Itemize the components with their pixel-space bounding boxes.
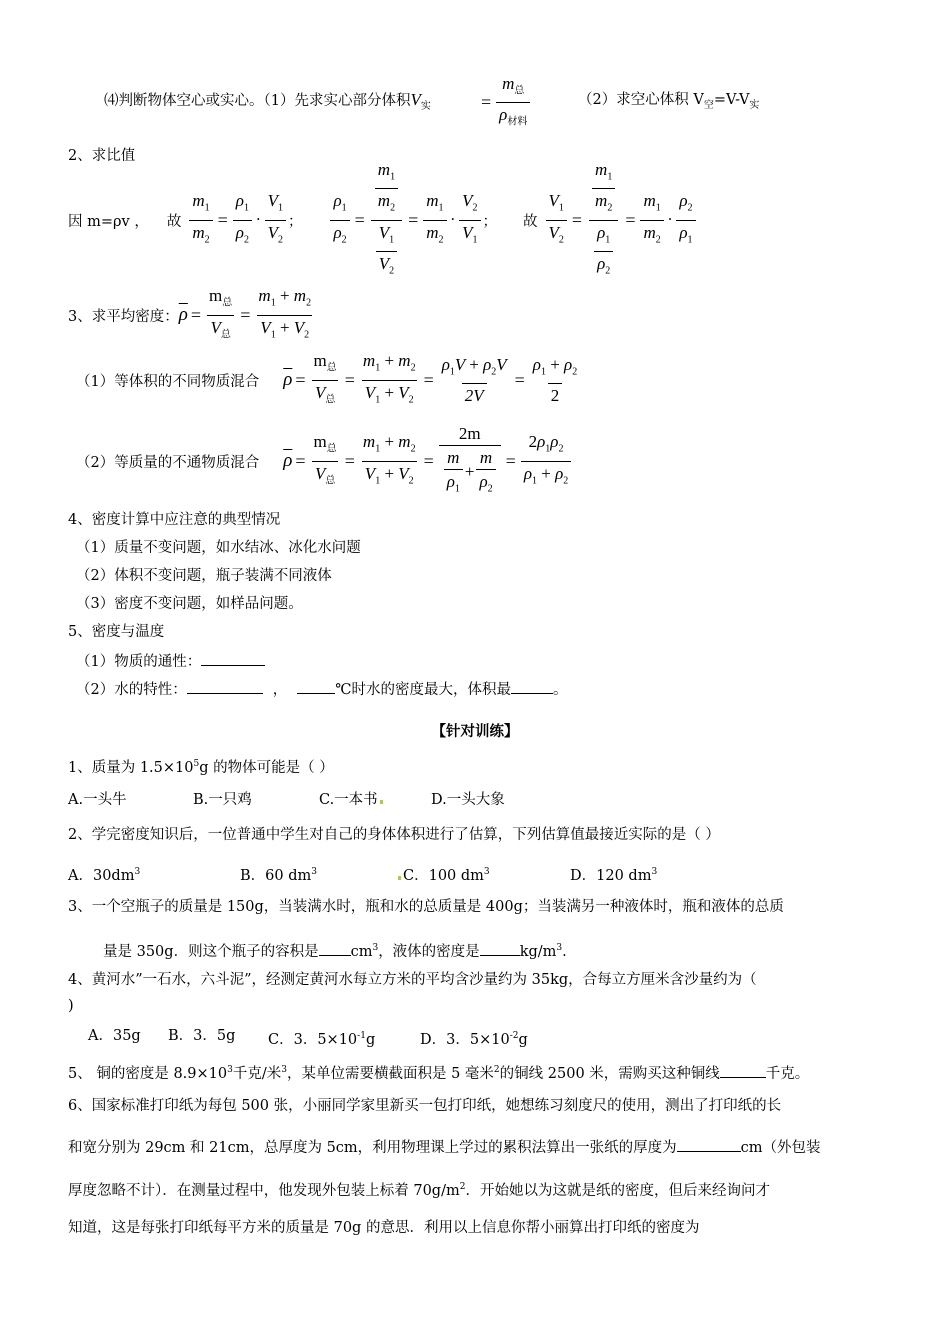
q2-sup-b: 3 [311, 867, 317, 877]
frac-rho-avg-2: $\frac{\rho_1 + \rho_2}{2}$ [532, 354, 578, 406]
step2b: =V-V [713, 92, 750, 108]
frac-2m-over-sum: 2m $\frac{m}{\rho_1}$ + $\frac{m}{\rho_2}$ [439, 423, 501, 499]
frac-v1-v2: $\frac{V_1}{V_2}$ [265, 190, 286, 250]
q2-option-d-label: D．120 dm [570, 867, 652, 884]
frac-v1-v2-b: $\frac{V_1}{V_2}$ [546, 190, 567, 250]
q6-l3b: ．开始她以为这就是纸的密度，但后来经询问才 [465, 1182, 770, 1199]
q4-option-b[interactable]: B．3．5g [168, 1028, 236, 1044]
sec5-title: 5、密度与温度 [68, 624, 165, 640]
marker-dot-2 [398, 876, 401, 880]
two-m: 2m [458, 423, 481, 443]
q3-unit-cm: cm [350, 943, 373, 960]
training-heading: 【针对训练】 [431, 723, 519, 740]
sec5-item-1 [76, 650, 265, 672]
semi-1: ； [287, 213, 303, 230]
avg-density-row: 3、求平均密度： $\overline{\rho}$ = $\frac{m_总}{V_总}$ = $\frac{m_1 + m_2}{V_1 + V_2}$ [68, 290, 316, 340]
q5-sup1: 3 [227, 1065, 233, 1075]
q3-period: . [562, 943, 567, 960]
q5-d: 的铜线 2500 米，需购买这种铜线 [499, 1065, 720, 1082]
frac-m1-m2: $\frac{m_1}{m_2}$ [189, 190, 212, 250]
sec4-item-2: （2）体积不变问题，瓶子装满不同液体 [76, 568, 332, 584]
step2-label: （2）求空心体积 V [578, 92, 704, 108]
period: 。 [552, 682, 568, 698]
sec5-item2-label: （2）水的特性： [76, 682, 187, 698]
q1-option-b[interactable]: B.一只鸡 [193, 792, 252, 808]
q2-option-d[interactable] [570, 862, 657, 886]
sec4-title: 4、密度计算中应注意的典型情况 [68, 512, 281, 528]
q2-option-a-label: A．30dm [68, 867, 135, 884]
sec4-item-1: （1）质量不变问题，如水结冰、冰化水问题 [76, 540, 361, 556]
frac-mzong-vzong: $\frac{m_总}{V_总}$ [206, 285, 235, 345]
item4-step2 [578, 90, 759, 116]
sub-kong: 空 [703, 99, 714, 111]
sub-shi: 实 [420, 100, 431, 112]
sec3-title: 3、求平均密度： [68, 308, 179, 325]
semi-2: ； [482, 213, 497, 230]
q1-option-d[interactable]: D.一头大象 [431, 792, 505, 808]
q6-sup: 2 [459, 1182, 466, 1192]
q4-option-c-label: C．3．5×10 [268, 1031, 358, 1048]
frac-rho1-rho2-b: $\frac{\rho_1}{\rho_2}$ [330, 190, 349, 250]
q4-line-2: ) [68, 998, 74, 1014]
frac-rho1-rho2: $\frac{\rho_1}{\rho_2}$ [233, 190, 252, 250]
q6-l3: 厚度忽略不计）．在测量过程中，他发现外包装上标着 70g/m [68, 1182, 460, 1199]
frac-rho2-rho1: $\frac{\rho_2}{\rho_1}$ [676, 190, 695, 250]
q6-line-3 [68, 1177, 770, 1201]
q6-l2a: 和宽分别为 29cm 和 21cm，总厚度为 5cm，利用物理课上学过的累积法算出一张纸的厚度为 [68, 1140, 677, 1156]
sec4-item-3: （3）密度不变问题，如样品问题。 [76, 596, 303, 612]
q4-option-c[interactable] [268, 1026, 375, 1050]
eq: = [481, 92, 492, 113]
frac-harmonic: $\frac{2\rho_1\rho_2}{\rho_1 + \rho_2}$ [521, 431, 571, 491]
blank-bottle-volume[interactable] [319, 940, 351, 956]
m-zong: m [502, 74, 515, 93]
gu-1: 故 [166, 213, 182, 230]
blank-water-property[interactable] [187, 678, 263, 694]
q4-option-d-label: D．3．5×10 [420, 1031, 510, 1048]
q2-sup-c: 3 [483, 867, 490, 877]
q4-line-1: 4、黄河水”一石水，六斗泥”，经测定黄河水每立方米的平均含沙量约为 35kg，合每立方厘米含沙量约为（ [68, 972, 757, 988]
frac-compound-1: $\frac{\frac{m_1}{m_2}}{\frac{V_1}{V_2}}$ [370, 159, 403, 282]
equal-mass-row: （2）等质量的不通物质混合 $\overline{\rho}$ = $\frac{m_总}{V_总}$ = $\frac{m_1 + m_2}{V_1 + V_2}$ = 2m $\frac{m}{\rho_1}$ + $\frac{m}{\rho_2}$ = $\frac{2\rho_1\rho_2}{\rho_1 + \rho_2}$ [76, 422, 573, 500]
case1-label: （1）等体积的不同物质混合 [76, 373, 260, 390]
ratio-formula-row: 因 m=ρv ， 故 $\frac{m_1}{m_2}$ = $\frac{\rho_1}{\rho_2}$ · $\frac{V_1}{V_2}$ ； $\frac{\rho_1}{\rho_2}$ = $\frac{\frac{m_1}{m_2}}{\frac{V_1}{V_2}}$ = $\frac{m_1}{m_2}$ · $\frac{V_2}{V_1}$ ； 故 $\frac{V_1}{V_2}$ = $\frac{\frac{m_1}{m_2}}{\frac{\rho_1}{\rho_2}}$ = $\frac{m_1}{m_2}$ · $\frac{\rho_2}{\rho_1}$ [68, 168, 698, 272]
sec5-item1-label: （1）物质的通性： [76, 654, 202, 670]
q4-exp2: -2 [509, 1031, 519, 1041]
q2-sup-a: 3 [134, 867, 141, 877]
blank-commonality[interactable] [201, 650, 265, 666]
q4-exp1: -1 [357, 1031, 366, 1041]
q6-line-4: 知道，这是每张打印纸每平方米的质量是 70g 的意思．利用以上信息你帮小丽算出打印纸的密度为 [68, 1220, 700, 1236]
marker-dot [380, 800, 383, 804]
blank-temperature[interactable] [297, 678, 335, 694]
q3-unit-kgm: kg/m [519, 943, 557, 960]
q5-a: 5、 铜的密度是 8.9×10 [68, 1065, 228, 1082]
equal-volume-row: （1）等体积的不同物质混合 $\overline{\rho}$ = $\frac{m_总}{V_总}$ = $\frac{m_1 + m_2}{V_1 + V_2}$ = $\frac{\rho_1V + \rho_2V}{2V}$ = $\frac{\rho_1 + \rho_2}{2}$ [76, 355, 582, 405]
frac-m-over-rho [496, 73, 530, 133]
q1-stem-a: 1、质量为 1.5×10 [68, 759, 194, 776]
q6-line-2 [68, 1136, 821, 1158]
q6-l2b: cm（外包装 [740, 1140, 821, 1156]
case2-label: （2）等质量的不通物质混合 [76, 454, 260, 471]
frac-rhoV-sum: $\frac{\rho_1V + \rho_2V}{2V}$ [441, 354, 507, 406]
two-v: 2V [462, 383, 487, 406]
q2-option-b-label: B．60 dm [240, 867, 312, 884]
blank-copper-mass[interactable] [720, 1062, 766, 1078]
frac-compound-2: $\frac{\frac{m_1}{m_2}}{\frac{\rho_1}{\rho_2}}$ [587, 159, 620, 282]
two: 2 [548, 383, 563, 406]
v-shi: V [410, 90, 421, 109]
sec5-item2-mid: ℃时水的密度最大，体积最 [335, 682, 511, 698]
q2-stem: 2、学完密度知识后，一位普通中学生对自己的身体体积进行了估算，下列估算值最接近实际的是（ ） [68, 827, 720, 843]
q4-unit-g1: g [365, 1031, 376, 1048]
q3-l2a: 量是 350g．则这个瓶子的容积是 [103, 943, 319, 960]
rho-bar: $\overline{\rho}$ [178, 304, 188, 325]
rho: ρ [499, 105, 508, 125]
q1-option-a[interactable]: A.一头牛 [68, 792, 127, 808]
q5-e: 千克。 [765, 1065, 810, 1082]
blank-paper-thickness[interactable] [677, 1136, 741, 1152]
q2-option-c-label: C．100 dm [403, 867, 484, 884]
q1-stem [68, 754, 334, 778]
frac-m1m2-v1v2: $\frac{m_1 + m_2}{V_1 + V_2}$ [255, 285, 314, 345]
ratio-intro: 因 m=ρv ， [68, 213, 149, 230]
item4-text [104, 90, 431, 117]
formula-v-shi [478, 73, 532, 133]
q4-option-a[interactable]: A．35g [88, 1028, 141, 1044]
q3-line-2: 量是 350g．则这个瓶子的容积是 $cm^3$，液体的密度是 $kg/m^3$. [103, 938, 567, 962]
q5-c: ，某单位需要横截面积是 5 毫米 [286, 1065, 494, 1082]
q5-line [68, 1060, 809, 1084]
q1-stem-b: g 的物体可能是（ ） [199, 759, 334, 776]
sub-cailiao: 材料 [507, 116, 528, 128]
q2-option-b[interactable] [240, 862, 317, 886]
q5-sup2: 3 [281, 1065, 287, 1075]
q1-sup: 5 [193, 759, 200, 769]
blank-volume[interactable] [511, 678, 553, 694]
sec5-item-2 [76, 678, 567, 700]
q6-line-1: 6、国家标准打印纸为每包 500 张，小丽同学家里新买一包打印纸，她想练习刻度尺的使用，测出了打印纸的长 [68, 1098, 782, 1114]
q4-unit-g2: g [518, 1031, 528, 1048]
q1-option-c[interactable] [319, 790, 385, 810]
frac-m1-m2-c: $\frac{m_1}{m_2}$ [640, 190, 663, 250]
q3-l2c: ，液体的密度是 [378, 943, 480, 960]
sub-zong: 总 [514, 85, 525, 97]
q3-line-1: 3、一个空瓶子的质量是 150g，当装满水时，瓶和水的总质量是 400g；当装满另一种液体时，瓶和液体的总质 [68, 899, 784, 915]
q4-option-d[interactable] [420, 1026, 528, 1050]
sec2-title: 2、求比值 [68, 148, 136, 164]
comma: ， [272, 682, 288, 698]
frac-m1-m2-b: $\frac{m_1}{m_2}$ [423, 190, 446, 250]
frac-v2-v1: $\frac{V_2}{V_1}$ [459, 190, 480, 250]
q2-option-c[interactable] [396, 862, 490, 886]
sub-shi2: 实 [749, 99, 760, 111]
q5-b: 千克/米 [232, 1065, 282, 1082]
blank-liquid-density[interactable] [480, 940, 520, 956]
q2-option-a[interactable] [68, 862, 140, 886]
gu-2: 故 [523, 213, 538, 230]
item4-label: ⑷判断物体空心或实心。（1）先求实心部分体积 [104, 93, 411, 109]
q2-sup-d: 3 [651, 867, 658, 877]
q1-option-c-label: C.一本书 [319, 792, 378, 808]
q5-sup3: 2 [493, 1065, 500, 1075]
